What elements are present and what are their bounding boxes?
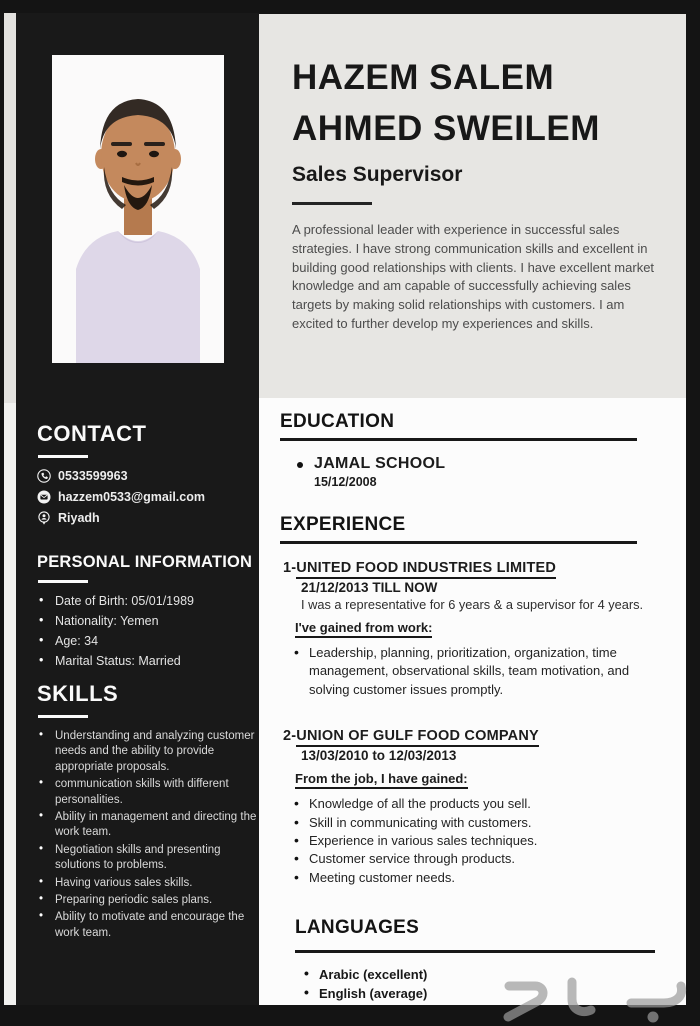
skill-item: • Preparing periodic sales plans.	[37, 893, 257, 908]
language-item: • English (average)	[295, 984, 686, 1003]
skill-item: • Ability to motivate and encourage the work team.	[37, 910, 257, 941]
gained-label: From the job, I have gained:	[295, 771, 468, 789]
sidebar	[16, 13, 259, 1005]
job-bullet: • Skill in communicating with customers.	[283, 814, 639, 832]
profile-summary: A professional leader with experience in successful sales strategies. I have strong communication skills and excellent in building good relationships with clients. I have excellent market knowledge and am capable of successfully achieving sales targets by making solid relationships with customers. I am excited to further develop my experiences and skills.	[292, 222, 655, 331]
job-number: 1-	[283, 560, 297, 576]
job-bullets	[283, 644, 639, 699]
main-content	[259, 398, 686, 1005]
job-bullet: • Experience in various sales techniques.	[283, 832, 639, 850]
header	[259, 14, 686, 398]
personal-info-list	[37, 594, 257, 669]
gained-line	[295, 770, 686, 788]
profile-photo	[52, 55, 224, 363]
contact-phone-row	[37, 469, 257, 483]
job-dates: 21/12/2013 TILL NOW	[301, 580, 438, 595]
experience-job-1	[283, 560, 686, 699]
company-name: UNITED FOOD INDUSTRIES LIMITED	[296, 560, 556, 579]
personal-info-item: • Age: 34	[37, 634, 257, 649]
skills-heading: SKILLS	[37, 681, 119, 706]
gained-label: I've gained from work:	[295, 620, 432, 638]
job-bullet: • Leadership, planning, prioritization, organization, time management, observational skills, team motivation, and solving customer issues promptly.	[283, 644, 639, 699]
phone-icon	[37, 469, 51, 483]
school-name: JAMAL SCHOOL	[314, 455, 446, 472]
personal-info-item: • Date of Birth: 05/01/1989	[37, 594, 257, 609]
contact-section	[37, 421, 257, 532]
personal-info-underline	[38, 580, 88, 583]
company-line	[283, 560, 686, 576]
personal-info-section	[37, 553, 257, 674]
name-line2: AHMED SWEILEM	[292, 109, 600, 148]
experience-job-2	[283, 728, 686, 887]
location-pin-icon	[37, 511, 51, 525]
education-date: 15/12/2008	[314, 475, 377, 489]
skills-underline	[38, 715, 88, 718]
company-line	[283, 728, 686, 744]
skill-item: • Understanding and analyzing customer needs and the ability to provide appropriate proposals.	[37, 729, 257, 775]
skill-item: • Negotiation skills and presenting solutions to problems.	[37, 843, 257, 874]
job-bullet: • Knowledge of all the products you sell.	[283, 795, 639, 813]
haraj-logo-watermark	[495, 972, 695, 1026]
candidate-name	[292, 52, 686, 154]
education-item	[280, 455, 686, 489]
contact-heading: CONTACT	[37, 421, 147, 446]
experience-heading: EXPERIENCE	[280, 514, 637, 544]
name-line1: HAZEM SALEM	[292, 58, 555, 97]
job-bullet: • Customer service through products.	[283, 850, 639, 868]
contact-location: Riyadh	[58, 511, 100, 525]
contact-phone: 0533599963	[58, 469, 128, 483]
left-edge-strip-bottom	[4, 403, 16, 1005]
left-edge-strip-top	[4, 13, 16, 403]
job-dates: 13/03/2010 to 12/03/2013	[301, 748, 457, 764]
skill-item: • communication skills with different personalities.	[37, 777, 257, 808]
job-bullet: • Meeting customer needs.	[283, 869, 639, 887]
contact-underline	[38, 455, 88, 458]
contact-location-row	[37, 511, 257, 525]
skill-item: • Having various sales skills.	[37, 876, 257, 891]
education-heading: EDUCATION	[280, 411, 637, 441]
personal-info-item: • Marital Status: Married	[37, 654, 257, 669]
email-icon	[37, 490, 51, 504]
language-item: • Arabic (excellent)	[295, 965, 686, 984]
bullet-dot	[297, 462, 303, 468]
personal-info-heading: PERSONAL INFORMATION	[37, 553, 253, 571]
skills-section	[37, 681, 257, 943]
job-number: 2-	[283, 728, 297, 745]
gained-line	[295, 619, 686, 637]
skill-item: • Ability in management and directing the work team.	[37, 810, 257, 841]
job-note: I was a representative for 6 years & a supervisor for 4 years.	[301, 597, 644, 612]
contact-email: hazzem0533@gmail.com	[58, 490, 205, 504]
company-name: UNION OF GULF FOOD COMPANY	[296, 728, 539, 747]
skills-list	[37, 729, 257, 941]
languages-heading: LANGUAGES	[295, 917, 655, 953]
job-title: Sales Supervisor	[292, 163, 463, 186]
job-bullets	[283, 795, 639, 887]
contact-email-row	[37, 490, 257, 504]
title-underline	[292, 202, 372, 205]
personal-info-item: • Nationality: Yemen	[37, 614, 257, 629]
